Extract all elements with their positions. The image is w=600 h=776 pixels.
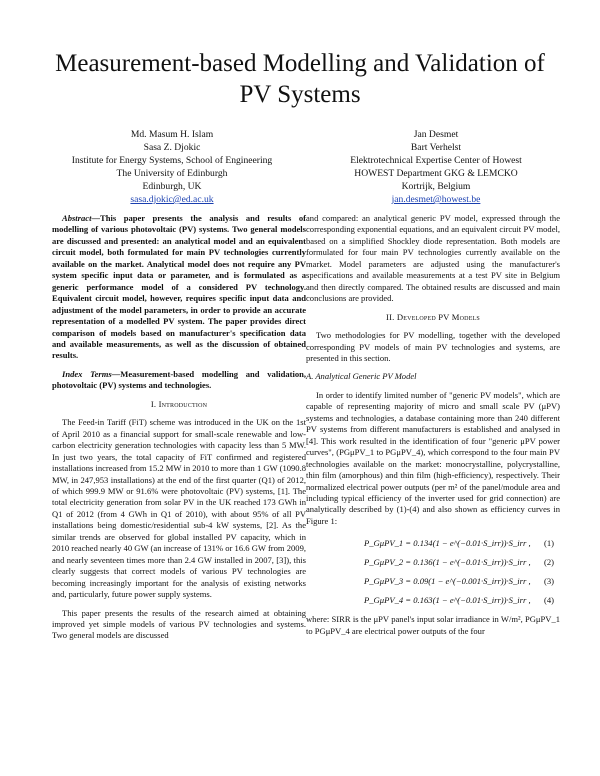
section-heading: I. Introduction xyxy=(150,398,208,409)
left-column xyxy=(52,213,306,649)
equation-4: P_GμPV_4 = 0.163(1 − e^(−0.01·S_irr))·S_irr , (4) xyxy=(364,595,554,606)
affiliation-line: Kortrijk, Belgium xyxy=(401,181,471,192)
equation-1: P_GμPV_1 = 0.134(1 − e^(−0.01·S_irr))·S_irr , (1) xyxy=(364,538,554,549)
index-terms-text: Measurement-based modelling and validation, photovoltaic (PV) systems and technologies. xyxy=(52,368,306,391)
abstract xyxy=(52,213,306,362)
paper-title: Measurement-based Modelling and Validation of PV Systems xyxy=(55,50,545,108)
equation-2: P_GμPV_2 = 0.136(1 − e^(−0.01·S_irr))·S_irr , (2) xyxy=(364,557,554,568)
abstract-label: Abstract— xyxy=(62,213,100,223)
affiliation-line: Institute for Energy Systems, School of Engineering xyxy=(71,155,273,166)
author-block-right xyxy=(306,128,566,206)
intro-paragraph-2: This paper presents the results of the research aimed at obtaining improved yet simple models of various PV technologies and systems. Two general models are discussed xyxy=(52,607,306,641)
index-terms xyxy=(52,369,306,392)
models-paragraph-1: Two methodologies for PV modelling, together with the developed corresponding PV models of main PV technologies and systems, are presented in this section. xyxy=(306,330,560,363)
intro-continuation: and compared: an analytical generic PV model, expressed through the corresponding exponential equations, and an equivalent circuit PV model, based on a simplified Shockley diode representation. Both models are formulated for four main PV technologies currently available on the market. Model parameters are adjusted using the manufacturer's specifications and available measurements at a test PV site in Belgium and then directly compared. The obtained results are discussed and main conclusions are provided. xyxy=(306,213,560,304)
author-name: Bart Verhelst xyxy=(410,142,462,153)
subsection-heading: A. Analytical Generic PV Model xyxy=(306,371,417,382)
models-paragraph-2: In order to identify limited number of "generic PV models", which are capable of representing majority of micro and small scale PV (μPV) systems and technologies, a database containing more than 240 different PV systems from different manufacturers is established and analysed in [4]. This work resulted in the identification of four "generic μPV power curves", (PGμPV_1 to PGμPV_4), which correspond to the four main PV technologies available on the market: monocrystalline, polycrystalline, thin film (amorphous) and thin film (high-efficiency), respectively. Their normalized electrical power outputs (per m² of the panel/module area and including typical efficiency of the inverter used for grid connection) are analytically described by (1)-(4) and also shown as efficiency curves in Figure 1: xyxy=(306,389,560,526)
equation-3: P_GμPV_3 = 0.09(1 − e^(−0.001·S_irr))·S_irr , (3) xyxy=(364,576,554,587)
affiliation-line: Edinburgh, UK xyxy=(142,181,202,192)
abstract-text: This paper presents the analysis and results of modelling of various photovoltaic (PV) systems. Two general models are discussed and presented: an analytical model and an equivalent circuit model, both formulated for main PV technologies currently available on the market. Analytical model does not require any PV system specific input data or parameter, and is formulated as a generic performance model of a considered PV technology. Equivalent circuit model, however, requires specific input data and adjustment of the model parameters, in order to provide an accurate representation of a modelled PV system. The paper provides direct comparison of models based on manufacturer's specification data and available measurements, as well as the discussion of obtained results. xyxy=(52,213,306,361)
section-heading: II. Developed PV Models xyxy=(386,311,480,322)
author-name: Md. Masum H. Islam xyxy=(130,129,214,140)
author-name: Sasa Z. Djokic xyxy=(143,142,201,153)
affiliation-line: Elektrotechnical Expertise Center of Howest xyxy=(350,155,522,166)
affiliation-line: The University of Edinburgh xyxy=(116,168,228,179)
right-column xyxy=(306,213,560,644)
index-terms-label: Index Terms— xyxy=(62,368,121,379)
affiliation-line: HOWEST Department GKG & LEMCKO xyxy=(354,168,518,179)
author-name: Jan Desmet xyxy=(413,129,459,140)
author-email-link[interactable]: jan.desmet@howest.be xyxy=(391,194,481,205)
models-paragraph-3: where: SIRR is the μPV panel's input solar irradiance in W/m², PGμPV_1 to PGμPV_4 are electrical power outputs of the four xyxy=(306,614,560,636)
author-email-link[interactable]: sasa.djokic@ed.ac.uk xyxy=(130,194,214,205)
author-block-left xyxy=(42,128,302,206)
intro-paragraph-1: The Feed-in Tariff (FiT) scheme was introduced in the UK on the 1st of April 2010 as a financial support for small-scale renewable and low-carbon electricity generation technologies with capacity less than 5 MW. In just two years, the total capacity of FiT confirmed and registered installations increased from 15.2 MW in 2010 to more than 1 GW (1090.8 MW, in 247,953 installations) at the end of the first quarter (Q1) of 2012, of which 999.9 MW or 91.6% were photovoltaic (PV) systems, [1]. The total electricity generation from solar PV in the UK reached 173 GWh in Q1 of 2012 (from 4 GWh in Q1 of 2010), with about 95% of all PV installations being domestic/residential sub-4 kW systems, [2]. As the similar trends are observed for global installed PV capacity, which in 2010 reached nearly 40 GW (an increase of 131% or 16.6 GW from 2009, and nearly seventeen times more than 2.4 GW installed in 2007, [3]), this clearly suggests that correct models of various PV technologies are becoming increasingly important for the analysis of existing networks and, particularly, future power supply systems. xyxy=(52,417,306,600)
